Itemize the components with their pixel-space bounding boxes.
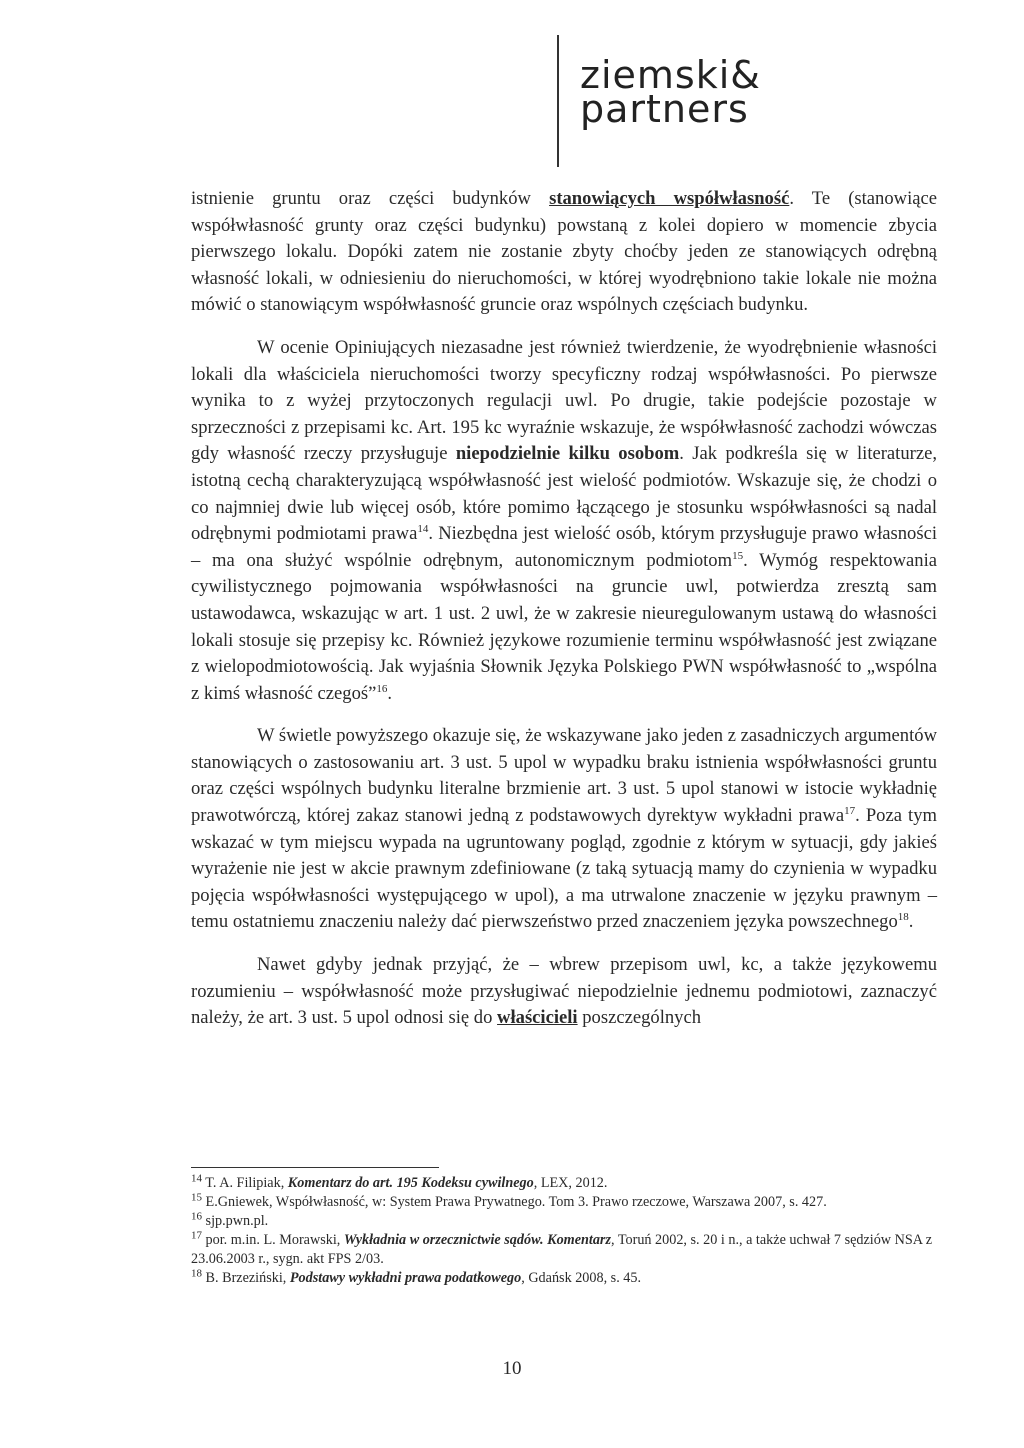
paragraph-1	[191, 186, 937, 319]
footnote-18-number: 18	[191, 1267, 202, 1280]
company-logo	[580, 53, 761, 131]
paragraph-2	[191, 335, 937, 707]
p2-text-a: W ocenie Opiniujących niezasadne jest również twierdzenie, że wyodrębnienie własności lokali dla właściciela nieruchomości tworzy specyficzny rodzaj współwłasności. Po pierwsze wynika to z wyżej przytoczonych regulacji uwl. Po drugie, takie podejście pozostaje w sprzeczności z przepisami kc. Art. 195 kc wyraźnie wskazuje, że współwłasność zachodzi wówczas gdy własność rzeczy przysługuje	[191, 336, 937, 465]
footnote-16	[191, 1212, 937, 1231]
body-text	[191, 186, 937, 1032]
footnote-divider	[191, 1167, 439, 1168]
footnote-16-text: sjp.pwn.pl.	[202, 1213, 269, 1229]
paragraph-3	[191, 723, 937, 936]
p3-text-b: . Poza tym wskazać w tym miejscu wypada na ugruntowany pogląd, zgodnie z którym w sytuacji, gdy jakieś wyrażenie nie jest w akcie prawnym zdefiniowane (z taką sytuacją mamy do czynienia w wypadku pojęcia współwłasności występującego w upol), a ma utrwalone znaczenie w języku prawnym – temu ostatniemu znaczeniu należy dać pierwszeństwo przed znaczeniem języka powszechnego	[191, 805, 937, 933]
logo-line-2: partners	[580, 87, 749, 131]
footnote-15-number: 15	[191, 1191, 202, 1204]
footnote-ref-16: 16	[376, 682, 388, 695]
footnote-14-title: Komentarz do art. 195 Kodeksu cywilnego	[287, 1175, 534, 1191]
p2-text-d: . Niezbędna jest wielość osób, którym przysługuje prawo własności – ma ona służyć wspólnie odrębnym, autonomicznym podmiotom	[191, 523, 938, 571]
footnote-17-title: Wykładnia w orzecznictwie sądów. Komentarz	[343, 1232, 611, 1248]
p1-text-a: istnienie gruntu oraz części budynków	[191, 188, 550, 209]
footnote-18	[191, 1269, 937, 1288]
page-number: 10	[502, 1358, 522, 1379]
p2-emphasis: niepodzielnie kilku osobom	[455, 443, 680, 465]
p2-text-f: .	[387, 682, 393, 704]
p3-text-a: W świetle powyższego okazuje się, że wskazywane jako jeden z zasadniczych argumentów stanowiących o zastosowaniu art. 3 ust. 5 upol w wypadku braku istnienia współwłasności gruntu oraz części wspólnych budynku literalne brzmienie art. 3 ust. 5 upol stanowi w istocie wykładnię prawotwórczą, której zakaz stanowi jedną z podstawowych dyrektyw wykładni prawa	[191, 725, 937, 827]
p3-text-c: .	[908, 911, 914, 933]
p4-text-a: Nawet gdyby jednak przyjąć, że – wbrew przepisom uwl, kc, a także językowemu rozumieniu – współwłasność może przysługiwać niepodzielnie jednemu podmiotowi, zaznaczyć należy, że art. 3 ust. 5 upol odnosi się do	[191, 954, 937, 1029]
p2-text-c: . Jak podkreśla się w literaturze, istotną cechą charakteryzującą współwłasność jest wielość podmiotów. Wskazuje się, że chodzi o co najmniej dwie lub więcej osób, które pomimo łączącego je stosunku współwłasności są nadal odrębnymi podmiotami prawa	[191, 443, 937, 545]
footnote-18-author: B. Brzeziński,	[202, 1270, 290, 1286]
footnote-ref-17: 17	[844, 804, 856, 817]
footnote-18-title: Podstawy wykładni prawa podatkowego	[289, 1270, 522, 1286]
footnote-14-author: T. A. Filipiak,	[202, 1175, 288, 1191]
footnote-17	[191, 1231, 937, 1269]
footnote-14-number: 14	[191, 1172, 202, 1185]
footnote-ref-15: 15	[732, 549, 744, 562]
logo-line-1: ziemski&	[580, 53, 761, 97]
footnote-15	[191, 1193, 937, 1212]
p1-text-c: . Te (stanowiące współwłasność grunty oraz części budynku) powstaną z kolei dopiero w momencie zbycia pierwszego lokalu. Dopóki zatem nie zostanie zbyty choćby jeden ze stanowiących odrębną własność lokali, w odniesieniu do nieruchomości, w której wyodrębniono takie lokale nie można mówić o stanowiącym współwłasność gruncie oraz wspólnych częściach budynku.	[191, 188, 937, 316]
paragraph-4	[191, 952, 937, 1032]
footnote-17-author: por. m.in. L. Morawski,	[202, 1232, 344, 1248]
footnote-15-text: E.Gniewek, Współwłasność, w: System Prawa Prywatnego. Tom 3. Prawo rzeczowe, Warszawa 2007, s. 427.	[202, 1194, 827, 1210]
p4-text-c: poszczególnych	[577, 1007, 702, 1029]
footnote-ref-18: 18	[897, 911, 909, 924]
footnote-17-source: , Toruń 2002, s. 20 i n., a także uchwał 7 sędziów NSA z 23.06.2003 r., sygn. akt FPS 2/03.	[191, 1232, 933, 1267]
footnote-14	[191, 1174, 937, 1193]
footnote-ref-14: 14	[417, 522, 429, 535]
footnotes	[191, 1174, 937, 1288]
footnote-17-number: 17	[191, 1229, 202, 1242]
footnote-18-source: , Gdańsk 2008, s. 45.	[521, 1270, 642, 1286]
footnote-16-number: 16	[191, 1210, 202, 1223]
p1-emphasis: stanowiących współwłasność	[549, 188, 790, 209]
header-divider	[557, 35, 559, 167]
p2-text-e: . Wymóg respektowania cywilistycznego pojmowania współwłasności na gruncie uwl, potwierdza zresztą sam ustawodawca, wskazując w art. 1 ust. 2 uwl, że w zakresie nieuregulowanym ustawą do własności lokali stosuje się przepisy kc. Również językowe rozumienie terminu współwłasność jest związane z wielopodmiotowością. Jak wyjaśnia Słownik Języka Polskiego PWN współwłasność to „wspólna z kimś własność czegoś”	[191, 549, 937, 704]
p4-emphasis: właścicieli	[497, 1007, 578, 1029]
footnote-14-source: , LEX, 2012.	[533, 1175, 608, 1191]
